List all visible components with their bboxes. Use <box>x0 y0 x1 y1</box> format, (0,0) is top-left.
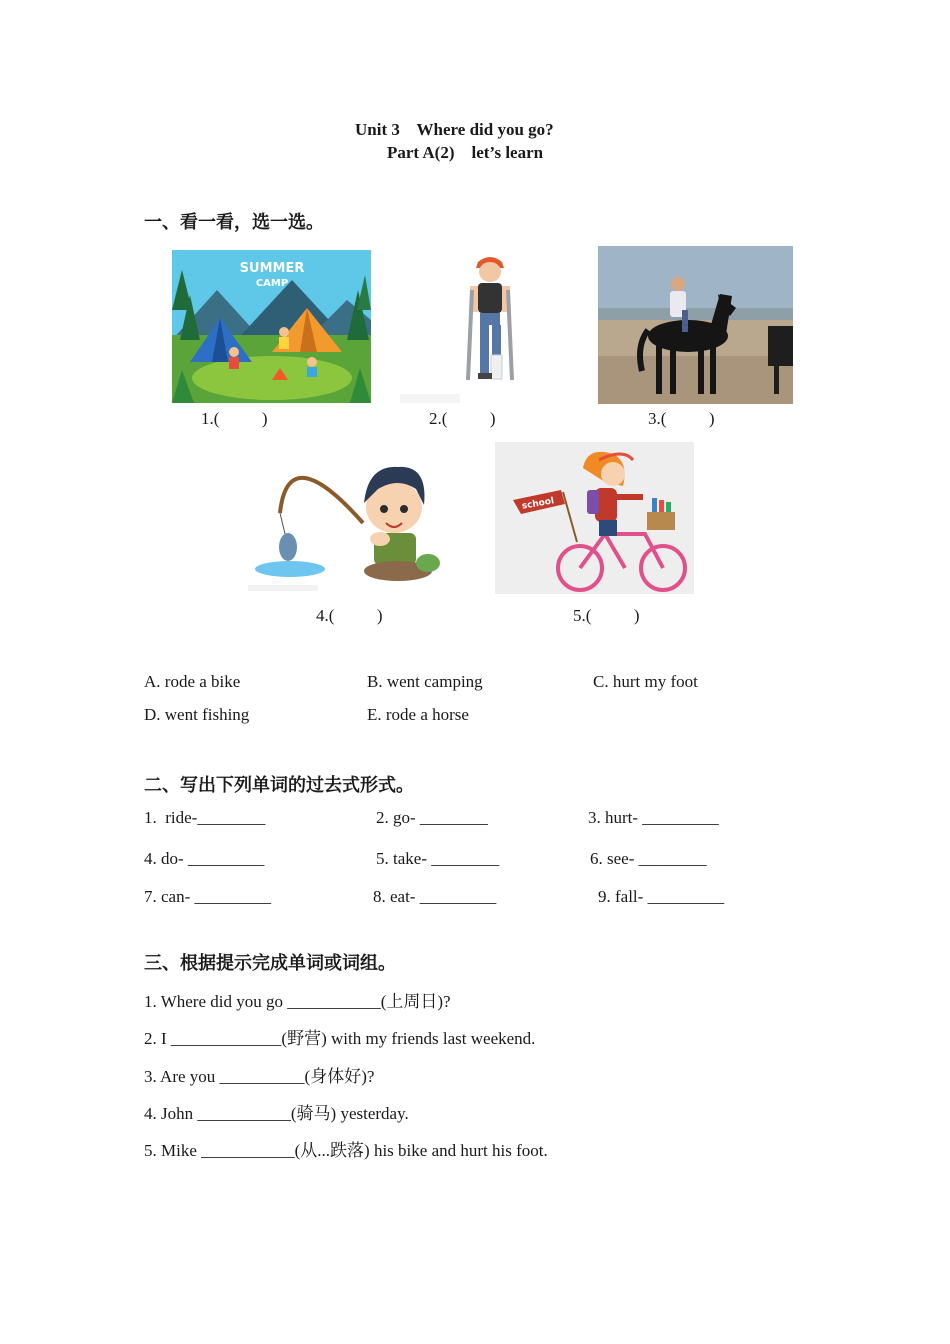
section-1-heading: 一、看一看，选一选。 <box>144 212 324 233</box>
past-tense-item-2: 2. go- ________ <box>376 808 488 827</box>
ride-horse-image <box>598 246 793 404</box>
section-3-heading: 三、根据提示完成单词或词组。 <box>144 953 396 974</box>
past-tense-item-5: 5. take- ________ <box>376 849 500 868</box>
past-tense-item-6: 6. see- ________ <box>590 849 707 868</box>
summer-camp-image <box>172 250 371 403</box>
camp-label: CAMP <box>255 278 289 289</box>
option-c: C. hurt my foot <box>593 672 698 691</box>
option-e: E. rode a horse <box>367 705 469 724</box>
past-tense-item-3: 3. hurt- _________ <box>588 808 719 827</box>
past-tense-item-4: 4. do- _________ <box>144 849 265 868</box>
fill-in-item-2: 2. I _____________(野营) with my friends last weekend. <box>144 1029 536 1048</box>
page-title: Unit 3 Where did you go? <box>355 120 554 139</box>
section-2-heading: 二、写出下列单词的过去式形式。 <box>144 775 414 796</box>
hurt-foot-image <box>400 250 525 403</box>
caption-3: 3.( ) <box>648 409 715 428</box>
past-tense-item-8: 8. eat- _________ <box>373 887 497 906</box>
ride-bike-image <box>495 442 694 594</box>
caption-5: 5.( ) <box>573 606 640 625</box>
past-tense-item-1: 1. ride-________ <box>144 808 266 827</box>
option-a: A. rode a bike <box>144 672 241 691</box>
past-tense-item-7: 7. can- _________ <box>144 887 272 906</box>
school-flag-label: school <box>521 496 555 512</box>
past-tense-item-9: 9. fall- _________ <box>598 887 725 906</box>
option-b: B. went camping <box>367 672 483 691</box>
page-subtitle: Part A(2) let’s learn <box>387 143 544 162</box>
caption-2: 2.( ) <box>429 409 496 428</box>
summer-label: SUMMER <box>239 261 305 276</box>
fill-in-item-4: 4. John ___________(骑马) yesterday. <box>144 1104 409 1123</box>
caption-4: 4.( ) <box>316 606 383 625</box>
caption-1: 1.( ) <box>201 409 268 428</box>
fill-in-item-5: 5. Mike ___________(从...跌落) his bike and hurt his foot. <box>144 1141 548 1160</box>
fill-in-item-3: 3. Are you __________(身体好)? <box>144 1067 375 1086</box>
fill-in-item-1: 1. Where did you go ___________(上周日)? <box>144 992 451 1011</box>
option-d: D. went fishing <box>144 705 250 724</box>
fishing-image <box>248 443 450 593</box>
